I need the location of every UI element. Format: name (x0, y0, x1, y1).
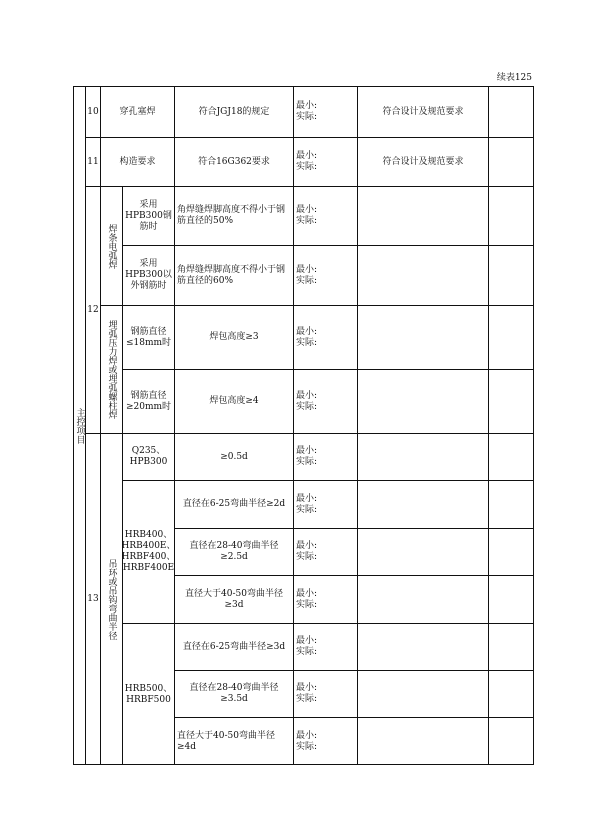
row-12-g1b-result (357, 245, 488, 305)
row-13-g500-r3-extra (488, 717, 534, 765)
row-11-item: 构造要求 (100, 137, 174, 186)
row-12-g2a-req: 焊包高度≥3 (174, 305, 293, 369)
row-13-g500-r3-result (357, 717, 488, 765)
row-13-g400-sub: HRB400、HRB400E、HRBF400、HRBF400E (122, 480, 174, 623)
actual-label: 实际: (296, 599, 318, 610)
row-13-g400-r1: 直径在6-25弯曲半径≥2d (174, 480, 293, 528)
actual-label: 实际: (296, 337, 318, 348)
row-13-g400-r3: 直径大于40-50弯曲半径≥3d (174, 575, 293, 623)
min-label: 最小: (296, 636, 318, 646)
row-13-g500-r1-extra (488, 623, 534, 670)
row-13-q-req: ≥0.5d (174, 433, 293, 480)
row-12-g2b-result (357, 369, 488, 433)
row-13-g400-r1-result (357, 480, 488, 528)
row-13-group: 吊环或吊钩弯曲半径 (100, 433, 122, 765)
actual-label: 实际: (296, 401, 318, 412)
row-13-g500-r3: 直径大于40-50弯曲半径≥4d (174, 717, 293, 765)
row-12-g2a-sub: 钢筋直径≤18mm时 (122, 305, 174, 369)
row-10-extra (488, 86, 534, 137)
actual-label: 实际: (296, 552, 318, 562)
row-13-g400-r1-extra (488, 480, 534, 528)
row-12-g1a-req: 角焊缝焊脚高度不得小于钢筋直径的50% (174, 186, 293, 245)
row-12-g1b-extra (488, 245, 534, 305)
row-12-g2b-measure (293, 369, 357, 433)
min-label: 最小: (296, 390, 318, 401)
row-13-g500-r2-extra (488, 670, 534, 717)
min-label: 最小: (296, 446, 318, 456)
row-13-g500-sub: HRB500、HRBF500 (122, 623, 174, 765)
row-11-requirement: 符合16G362要求 (174, 137, 293, 186)
min-label: 最小: (296, 730, 318, 741)
actual-label: 实际: (296, 112, 318, 122)
row-13-g500-r2: 直径在28-40弯曲半径≥3.5d (174, 670, 293, 717)
row-13-g400-r3-extra (488, 575, 534, 623)
min-label: 最小: (296, 493, 318, 504)
actual-label: 实际: (296, 216, 318, 226)
min-label: 最小: (296, 264, 318, 275)
row-13-g500-r1-result (357, 623, 488, 670)
min-label: 最小: (296, 326, 318, 337)
row-13-g500-r1-measure (293, 623, 357, 670)
min-label: 最小: (296, 151, 318, 161)
row-13-g500-r1: 直径在6-25弯曲半径≥3d (174, 623, 293, 670)
row-11-measure (293, 137, 357, 186)
row-13-g400-r2-measure (293, 528, 357, 575)
row-10-result: 符合设计及规范要求 (357, 86, 488, 137)
min-label: 最小: (296, 588, 318, 599)
row-10-item: 穿孔塞焊 (100, 86, 174, 137)
row-12-g2b-sub: 钢筋直径≥20mm时 (122, 369, 174, 433)
min-label: 最小: (296, 205, 318, 215)
row-10-no: 10 (85, 86, 100, 137)
row-12-group-1: 焊条电弧焊 (100, 186, 122, 305)
row-13-q-measure (293, 433, 357, 480)
row-12-g2b-extra (488, 369, 534, 433)
min-label: 最小: (296, 541, 318, 551)
actual-label: 实际: (296, 741, 318, 752)
row-13-g400-r3-measure (293, 575, 357, 623)
row-12-g2b-req: 焊包高度≥4 (174, 369, 293, 433)
row-11-extra (488, 137, 534, 186)
row-12-g2a-result (357, 305, 488, 369)
row-10-requirement: 符合JGJ18的规定 (174, 86, 293, 137)
section-label: 主控项目 (73, 86, 85, 765)
row-13-q-extra (488, 433, 534, 480)
row-13-g400-r2-result (357, 528, 488, 575)
row-12-no: 12 (85, 186, 100, 433)
row-12-g1a-measure (293, 186, 357, 245)
row-13-no: 13 (85, 433, 100, 765)
actual-label: 实际: (296, 275, 318, 286)
actual-label: 实际: (296, 694, 318, 704)
row-11-result: 符合设计及规范要求 (357, 137, 488, 186)
min-label: 最小: (296, 101, 318, 111)
row-12-g1a-sub: 采用HPB300钢筋时 (122, 186, 174, 245)
row-11-no: 11 (85, 137, 100, 186)
row-12-g2a-extra (488, 305, 534, 369)
row-12-g1a-result (357, 186, 488, 245)
row-13-g400-r3-result (357, 575, 488, 623)
row-12-g1b-req: 角焊缝焊脚高度不得小于钢筋直径的60% (174, 245, 293, 305)
page-label: 续表125 (496, 73, 532, 83)
row-12-g1b-sub: 采用HPB300以外钢筋时 (122, 245, 174, 305)
row-13-g500-r2-result (357, 670, 488, 717)
row-10-measure (293, 86, 357, 137)
actual-label: 实际: (296, 457, 318, 467)
row-13-g400-r2-extra (488, 528, 534, 575)
actual-label: 实际: (296, 504, 318, 515)
row-12-group-2: 埋弧压力焊或埋弧螺柱焊 (100, 305, 122, 433)
row-12-g2a-measure (293, 305, 357, 369)
row-13-q-sub: Q235、HPB300 (122, 433, 174, 480)
actual-label: 实际: (296, 647, 318, 657)
row-13-g400-r1-measure (293, 480, 357, 528)
row-12-g1b-measure (293, 245, 357, 305)
row-13-q-result (357, 433, 488, 480)
min-label: 最小: (296, 683, 318, 693)
row-13-g400-r2: 直径在28-40弯曲半径≥2.5d (174, 528, 293, 575)
actual-label: 实际: (296, 162, 318, 172)
row-13-g500-r2-measure (293, 670, 357, 717)
row-12-g1a-extra (488, 186, 534, 245)
row-13-g500-r3-measure (293, 717, 357, 765)
